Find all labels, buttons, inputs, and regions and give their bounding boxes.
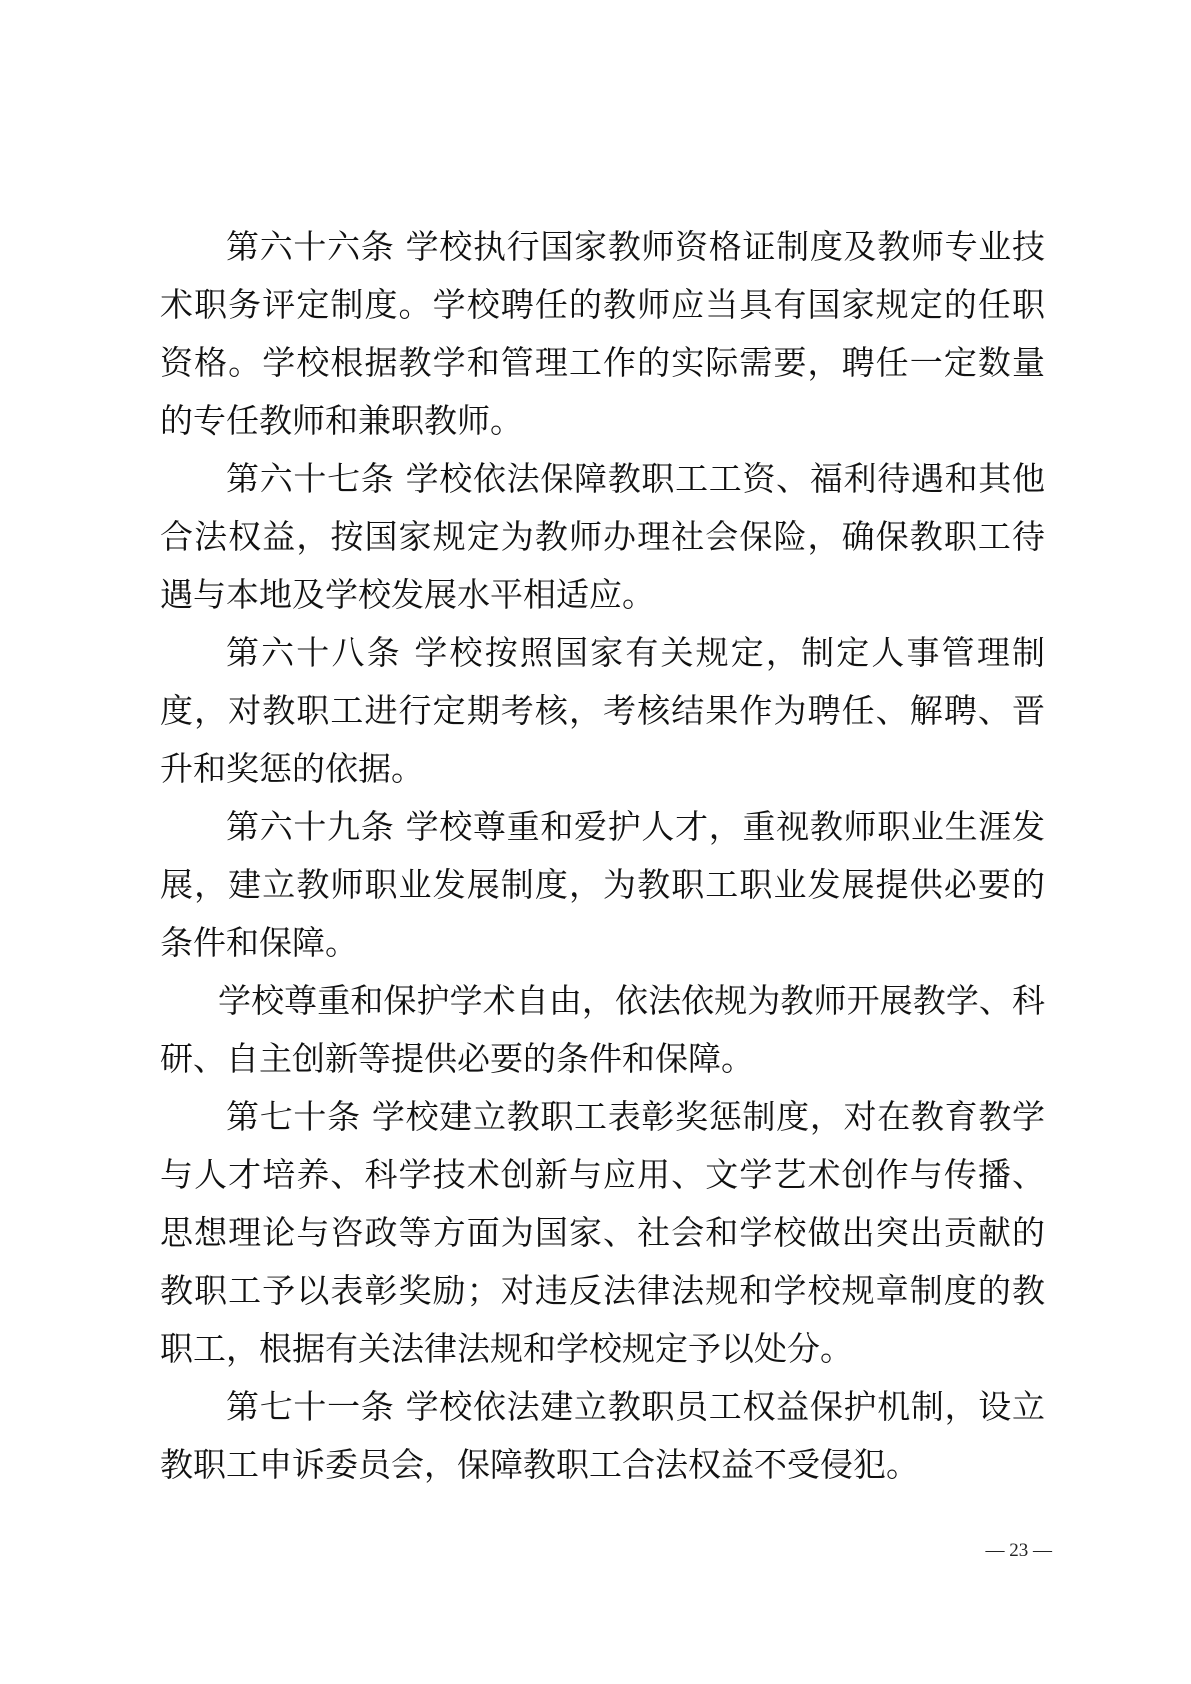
article-69-paragraph: 第六十九条 学校尊重和爱护人才，重视教师职业生涯发展，建立教师职业发展制度，为教职工职业发展提供必要的条件和保障。 bbox=[160, 807, 1045, 962]
article-66-paragraph: 第六十六条 学校执行国家教师资格证制度及教师专业技术职务评定制度。学校聘任的教师应当具有国家规定的任职资格。学校根据教学和管理工作的实际需要，聘任一定数量的专任教师和兼职教师。 bbox=[160, 227, 1045, 440]
academic-freedom-paragraph: 学校尊重和保护学术自由，依法依规为教师开展教学、科研、自主创新等提供必要的条件和保障。 bbox=[160, 981, 1045, 1078]
article-67-paragraph: 第六十七条 学校依法保障教职工工资、福利待遇和其他合法权益，按国家规定为教师办理社会保险，确保教职工待遇与本地及学校发展水平相适应。 bbox=[160, 459, 1045, 614]
article-71-paragraph: 第七十一条 学校依法建立教职员工权益保护机制，设立教职工申诉委员会，保障教职工合法权益不受侵犯。 bbox=[160, 1387, 1045, 1484]
document-body bbox=[160, 218, 1045, 1494]
article-68-paragraph: 第六十八条 学校按照国家有关规定，制定人事管理制度，对教职工进行定期考核，考核结果作为聘任、解聘、晋升和奖惩的依据。 bbox=[160, 633, 1045, 788]
article-70-paragraph: 第七十条 学校建立教职工表彰奖惩制度，对在教育教学与人才培养、科学技术创新与应用、文学艺术创作与传播、思想理论与咨政等方面为国家、社会和学校做出突出贡献的教职工予以表彰奖励；对违反法律法规和学校规章制度的教职工，根据有关法律法规和学校规定予以处分。 bbox=[160, 1097, 1045, 1368]
page-number: — 23 — bbox=[985, 1540, 1052, 1561]
